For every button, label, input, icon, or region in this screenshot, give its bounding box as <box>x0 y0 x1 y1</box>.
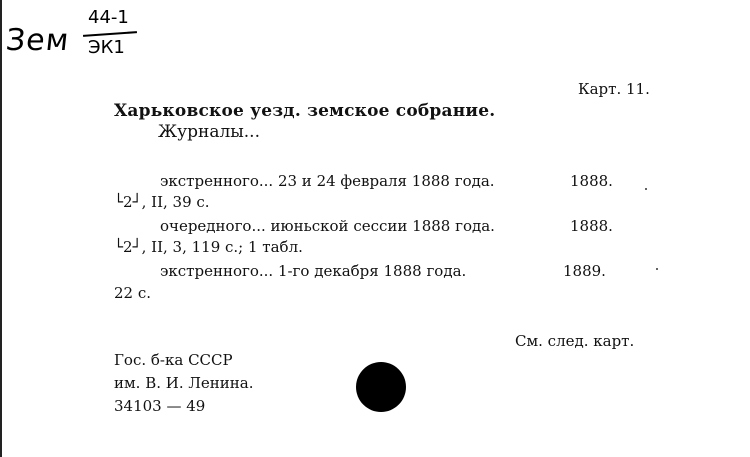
entry-1-text: экстренного... 23 и 24 февраля 1888 года. <box>160 172 495 190</box>
speck <box>645 188 647 190</box>
entry-3-year: 1889. <box>563 262 606 280</box>
entry-3-details: 22 с. <box>114 284 152 302</box>
handwritten-shelf-mark: Зем <box>4 23 72 58</box>
speck <box>656 268 658 270</box>
entry-1-details: └2┘, II, 39 с. <box>114 193 210 211</box>
library-line-1: Гос. б-ка СССР <box>114 351 233 369</box>
card-number: Карт. 11. <box>578 80 650 98</box>
entry-2-text: очередного... июньской сессии 1888 года. <box>160 217 495 235</box>
card-left-edge <box>0 0 2 457</box>
punch-hole <box>356 362 406 412</box>
heading-author: Харьковское уезд. земское собрание. <box>114 101 496 121</box>
handwritten-denominator: ЭК1 <box>88 37 125 58</box>
library-line-3: 34103 — 49 <box>114 397 206 415</box>
heading-title: Журналы... <box>158 122 260 142</box>
library-line-2: им. В. И. Ленина. <box>114 374 254 392</box>
entry-3-text: экстренного... 1-го декабря 1888 года. <box>160 262 467 280</box>
entry-2-year: 1888. <box>570 217 613 235</box>
handwritten-numerator: 44-1 <box>88 7 129 28</box>
entry-1-year: 1888. <box>570 172 613 190</box>
entry-2-details: └2┘, II, 3, 119 с.; 1 табл. <box>114 238 303 256</box>
see-next-card: См. след. карт. <box>515 332 635 350</box>
